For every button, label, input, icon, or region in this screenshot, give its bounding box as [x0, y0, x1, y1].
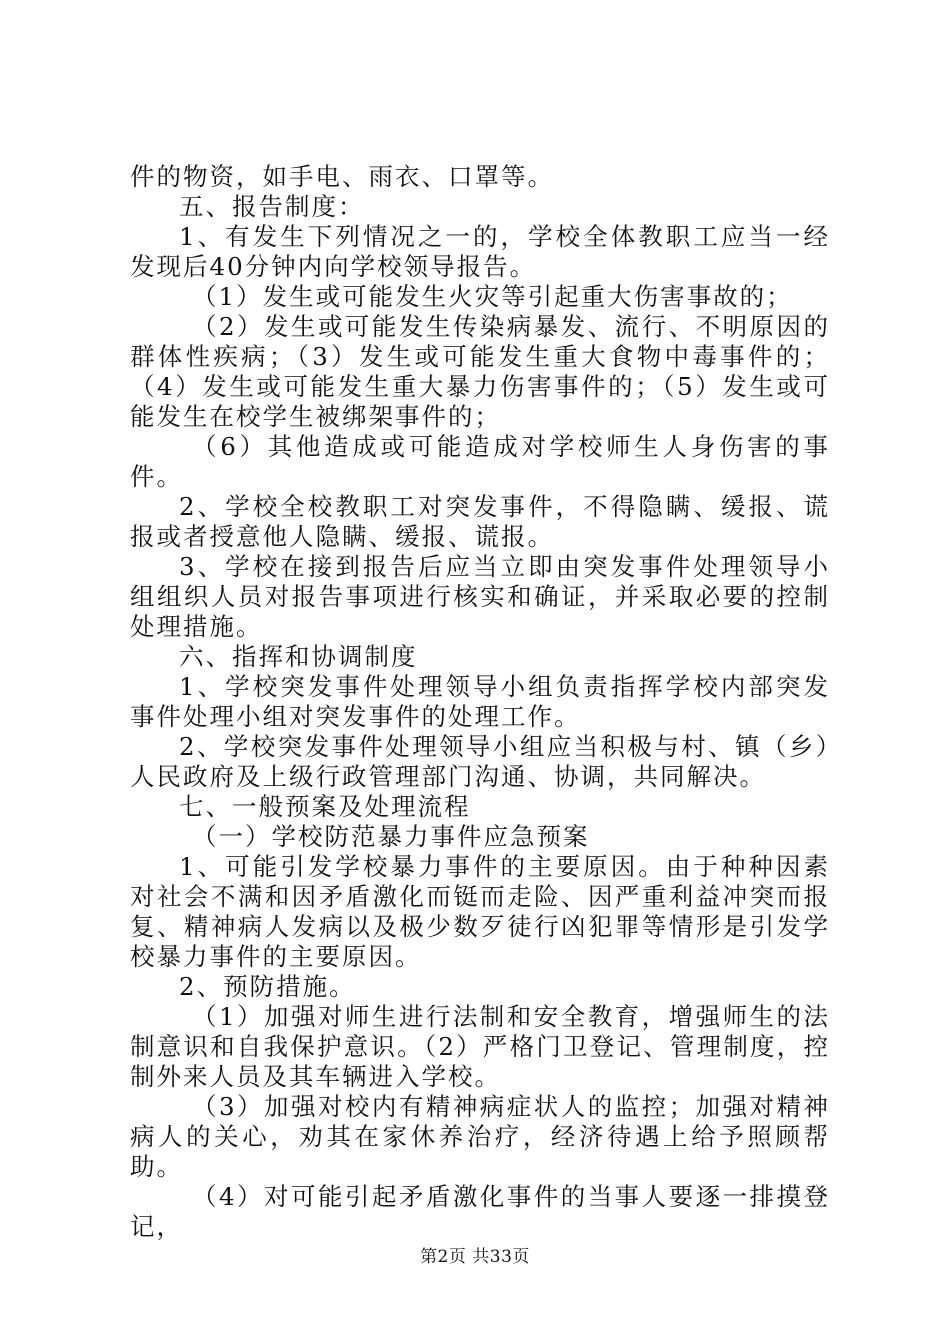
- subsection-heading-violence: （一）学校防范暴力事件应急预案: [192, 822, 590, 851]
- paragraph-command-item-1: 1、学校突发事件处理领导小组负责指挥学校内部突发事件处理小组对突发事件的处理工作。: [130, 672, 830, 731]
- paragraph-prevention-4: （4）对可能引起矛盾激化事件的当事人要逐一排摸登记，: [130, 1182, 830, 1241]
- paragraph-subitem-2-5: （2）发生或可能发生传染病暴发、流行、不明原因的群体性疾病；（3）发生或可能发生重大食物中毒事件的；（4）发生或可能发生重大暴力伤害事件的；（5）发生或可能发生在校学生被绑架事件的；: [130, 312, 830, 431]
- paragraph-report-item-1: 1、有发生下列情况之一的，学校全体教职工应当一经发现后40分钟内向学校领导报告。: [130, 222, 830, 281]
- paragraph-prevention-3: （3）加强对校内有精神病症状人的监控；加强对精神病人的关心，劝其在家休养治疗，经济待遇上给予照顾帮助。: [130, 1092, 830, 1181]
- page-footer: 第2页 共33页: [420, 1247, 530, 1267]
- paragraph-prevention-heading: 2、预防措施。: [179, 972, 356, 1001]
- section-heading-plans: 七、一般预案及处理流程: [179, 792, 471, 821]
- document-body: [130, 162, 830, 1242]
- paragraph-report-item-3: 3、学校在接到报告后应当立即由突发事件处理领导小组组织人员对报告事项进行核实和确证，并采取必要的控制处理措施。: [130, 552, 830, 641]
- paragraph-subitem-1: （1）发生或可能发生火灾等引起重大伤害事故的；: [192, 282, 793, 311]
- paragraph-prevention-1-2: （1）加强对师生进行法制和安全教育，增强师生的法制意识和自我保护意识。（2）严格门卫登记、管理制度，控制外来人员及其车辆进入学校。: [130, 1002, 830, 1091]
- section-heading-reporting: 五、报告制度：: [179, 192, 365, 221]
- paragraph-report-item-2: 2、学校全校教职工对突发事件，不得隐瞒、缓报、谎报或者授意他人隐瞒、缓报、谎报。: [130, 492, 830, 551]
- paragraph-continuation: 件的物资，如手电、雨衣、口罩等。: [130, 162, 554, 191]
- paragraph-subitem-6: （6）其他造成或可能造成对学校师生人身伤害的事件。: [130, 432, 830, 491]
- paragraph-causes: 1、可能引发学校暴力事件的主要原因。由于种种因素对社会不满和因矛盾激化而铤而走险、因严重利益冲突而报复、精神病人发病以及极少数歹徒行凶犯罪等情形是引发学校暴力事件的主要原因。: [130, 852, 830, 971]
- paragraph-command-item-2: 2、学校突发事件处理领导小组应当积极与村、镇（乡）人民政府及上级行政管理部门沟通、协调，共同解决。: [130, 732, 830, 791]
- section-heading-command: 六、指挥和协调制度: [179, 642, 418, 671]
